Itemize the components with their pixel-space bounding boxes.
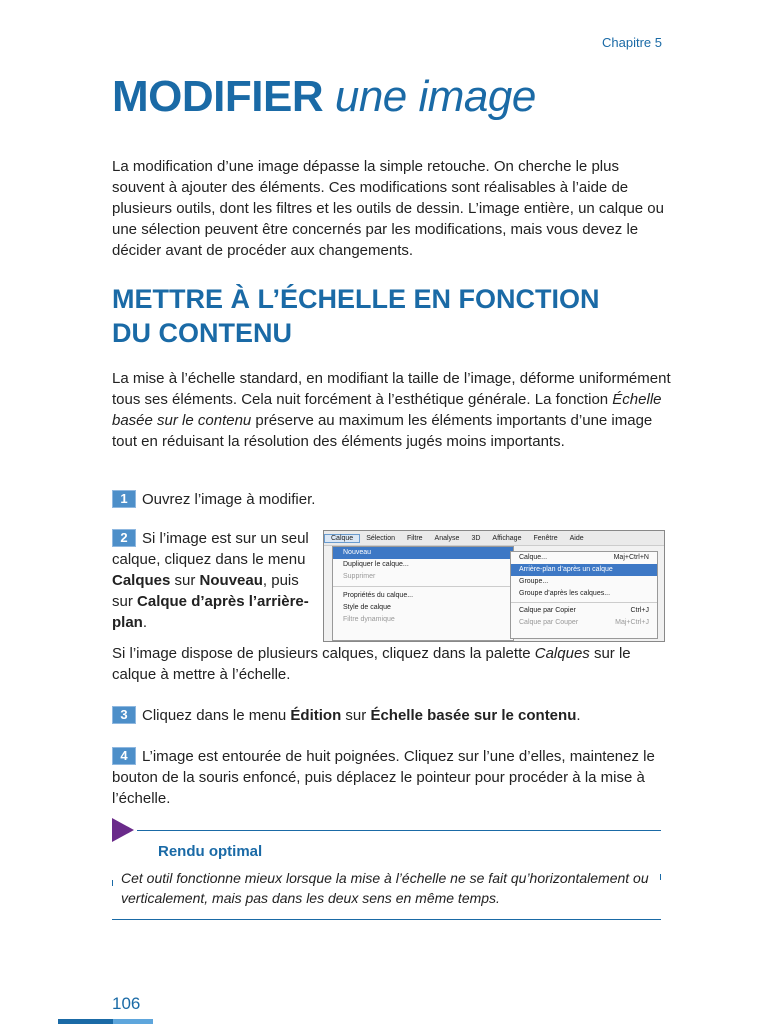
footer-bar-dark [58, 1019, 113, 1024]
page-title [112, 72, 536, 122]
page-number: 106 [112, 994, 141, 1013]
step-3-bold-edition: Édition [290, 707, 342, 724]
submenu-item-copier[interactable] [511, 605, 657, 617]
note-triangle-icon [112, 818, 134, 842]
step-2 [112, 528, 322, 633]
step-2-badge: 2 [112, 529, 136, 547]
title-italic: une image [334, 72, 536, 121]
menu-item-calque[interactable]: Calque [324, 534, 360, 543]
submenu-item-groupe[interactable] [511, 576, 657, 588]
step-2-alt [112, 643, 672, 685]
step-3-text: Cliquez dans le menu [142, 707, 291, 724]
note-text: Cet outil fonctionne mieux lorsque la mise à l’échelle ne se fait qu’horizontalement ou verticalement, mais pas dans les deux sens en même temps. [121, 870, 649, 906]
note-title: Rendu optimal [158, 843, 263, 860]
submenu-label: Calque... [519, 554, 548, 561]
step-2-text: Si l’image est sur un seul calque, cliquez dans le menu [112, 530, 309, 568]
step-1-text: Ouvrez l’image à modifier. [142, 491, 316, 508]
step-2-text-3: , puis sur [112, 572, 299, 610]
step-2-bold-calques: Calques [112, 572, 171, 589]
menu-item-selection[interactable]: Sélection [366, 534, 395, 542]
chapter-label: Chapitre 5 [602, 35, 662, 50]
step-3-text-3: . [576, 707, 581, 724]
submenu-separator [511, 602, 657, 603]
step-2-text-4: . [142, 614, 148, 631]
footer-bar-light [113, 1019, 153, 1024]
dropdown-item-supprimer[interactable]: Supprimer [343, 573, 376, 580]
step-2-alt-emphasis: Calques [534, 645, 590, 662]
calque-dropdown [332, 546, 514, 641]
step-3 [112, 705, 581, 726]
step-2-alt-text: Si l’image dispose de plusieurs calques, cliquez dans la palette [112, 645, 535, 662]
step-4-badge: 4 [112, 747, 136, 765]
menu-bar [324, 531, 664, 546]
step-2-bold-calque: Calque d’après l’arrière-plan [112, 593, 309, 631]
menu-item-3d[interactable]: 3D [471, 534, 481, 542]
dropdown-item-filtre-dynamique[interactable]: Filtre dynamique [343, 616, 395, 623]
submenu-item-arriere-plan[interactable] [511, 564, 657, 576]
menu-item-filtre[interactable]: Filtre [406, 534, 423, 542]
menu-item-affichage[interactable]: Affichage [492, 534, 522, 542]
menu-screenshot [323, 530, 665, 642]
submenu-shortcut: Maj+Ctrl+N [613, 554, 649, 561]
section-heading-line2: DU CONTENU [112, 318, 292, 348]
step-4-text: L’image est entourée de huit poignées. Cliquez sur l’une d’elles, maintenez le bouton de la souris enfoncé, puis déplacez le pointeur pour procéder à la mise à l’échelle. [112, 748, 655, 807]
step-2-bold-nouveau: Nouveau [199, 572, 263, 589]
menu-item-fenetre[interactable]: Fenêtre [533, 534, 558, 542]
section-heading-line1: METTRE À L’ÉCHELLE EN FONCTION [112, 284, 600, 314]
note-right-tick [660, 874, 661, 880]
section-heading [112, 282, 600, 350]
submenu-label: Calque par Copier [519, 607, 576, 614]
menu-item-aide[interactable]: Aide [569, 534, 584, 542]
section-text-b: préserve au maximum les éléments importants d’une image tout en réduisant la résolution des éléments jugés moins importants. [112, 412, 653, 450]
step-1-badge: 1 [112, 490, 136, 508]
submenu-label: Groupe d’après les calques... [519, 590, 611, 597]
submenu-shortcut: Maj+Ctrl+J [615, 619, 649, 626]
submenu-shortcut: Ctrl+J [630, 607, 649, 614]
submenu-item-groupe-calques[interactable] [511, 588, 657, 600]
step-1 [112, 489, 315, 510]
dropdown-item-dupliquer[interactable]: Dupliquer le calque... [343, 561, 409, 568]
submenu-label: Groupe... [519, 578, 549, 585]
submenu-item-couper[interactable] [511, 617, 657, 629]
step-3-text-2: sur [341, 707, 371, 724]
submenu-label: Calque par Couper [519, 619, 579, 626]
step-3-bold-echelle: Échelle basée sur le contenu [370, 707, 577, 724]
dropdown-separator [333, 586, 513, 587]
step-2-alt-text-2: sur le calque à mettre à l’échelle. [112, 645, 631, 683]
dropdown-item-nouveau[interactable]: Nouveau [333, 547, 513, 559]
submenu-label: Arrière-plan d’après un calque [519, 566, 613, 573]
title-bold: MODIFIER [112, 72, 324, 121]
menu-item-analyse[interactable]: Analyse [434, 534, 460, 542]
submenu-item-calque[interactable] [511, 552, 657, 564]
dropdown-item-proprietes[interactable]: Propriétés du calque... [343, 592, 414, 599]
step-4 [112, 746, 672, 809]
intro-paragraph: La modification d’une image dépasse la simple retouche. On cherche le plus souvent à ajouter des éléments. Ces modifications sont réalisables à l’aide de plusieurs outils, dont les filtres et les outils de dessin. L’image entière, un calque ou une sélection peuvent être concernés par les modifications, mais vous devez le décider avant de procéder aux changements. [112, 158, 664, 259]
step-3-badge: 3 [112, 706, 136, 724]
step-2-text-2: sur [170, 572, 200, 589]
section-text-a: La mise à l’échelle standard, en modifiant la taille de l’image, déforme uniformément tous ses éléments. Cela nuit forcément à l’esthétique générale. La fonction [112, 370, 671, 408]
section-paragraph [112, 368, 672, 452]
note-top-rule [137, 830, 661, 831]
note-bottom-rule [112, 919, 661, 920]
nouveau-submenu [510, 551, 658, 639]
section-emphasis: Échelle basée sur le contenu [112, 391, 662, 429]
note-left-tick [112, 880, 113, 886]
dropdown-item-style[interactable]: Style de calque [343, 604, 391, 611]
